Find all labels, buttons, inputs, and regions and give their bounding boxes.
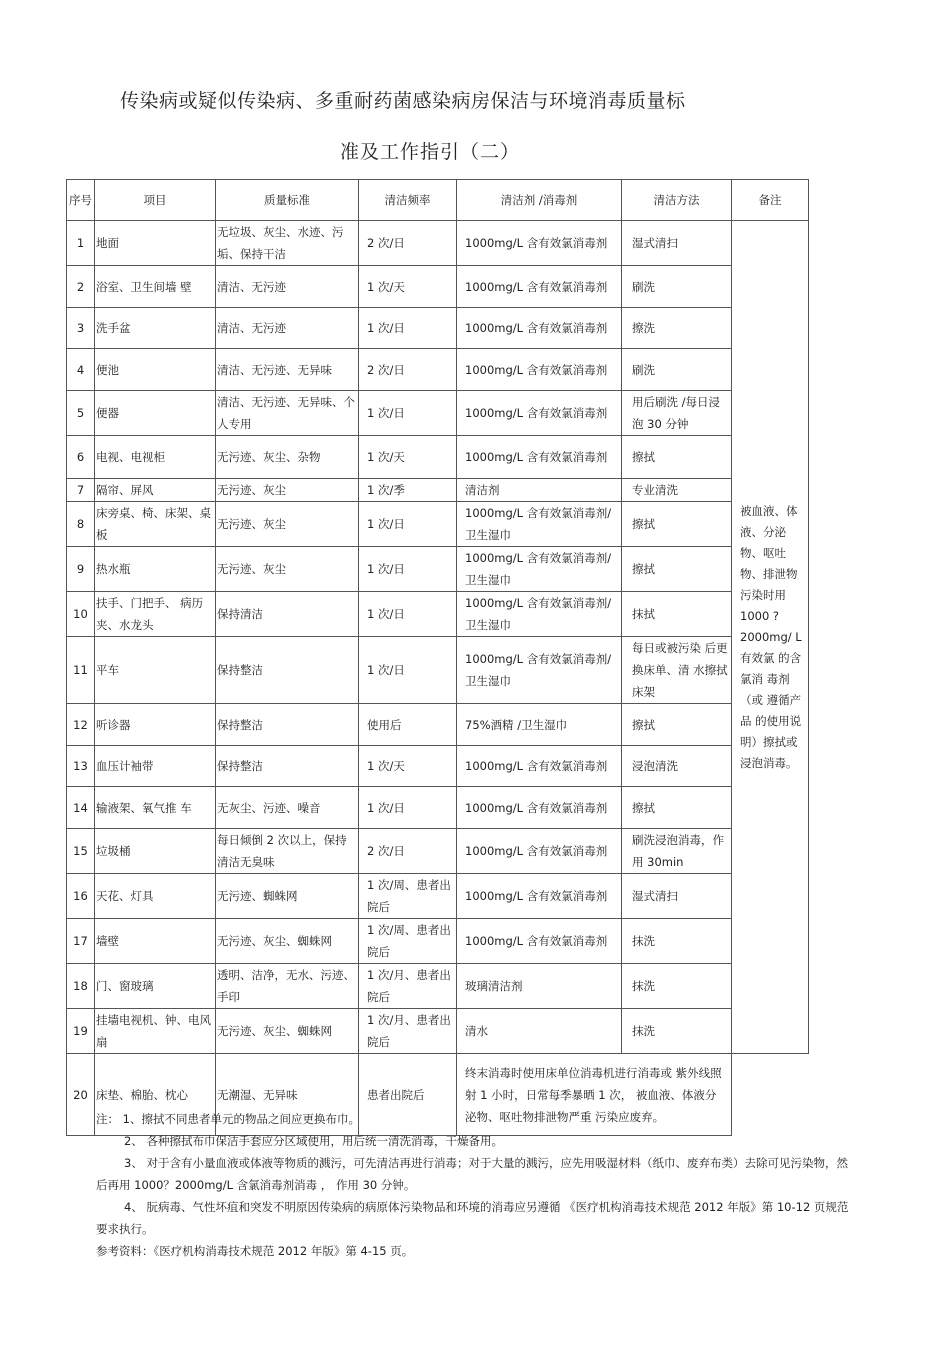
row-frequency: 2 次/日 xyxy=(359,829,457,874)
row-frequency: 1 次/周、患者出院后 xyxy=(359,919,457,964)
row-agent: 75%酒精 /卫生湿巾 xyxy=(457,704,622,746)
row-frequency: 1 次/天 xyxy=(359,746,457,787)
row-frequency: 1 次/日 xyxy=(359,637,457,704)
row-item: 电视、电视柜 xyxy=(95,436,216,479)
row-agent: 1000mg/L 含有效氯消毒剂 xyxy=(457,746,622,787)
row-agent: 1000mg/L 含有效氯消毒剂/卫生湿巾 xyxy=(457,592,622,637)
row-item: 洗手盆 xyxy=(95,308,216,349)
row-standard: 保持整洁 xyxy=(216,637,359,704)
row-number: 11 xyxy=(67,637,95,704)
header-agent: 清洁剂 /消毒剂 xyxy=(457,180,622,221)
row-number: 10 xyxy=(67,592,95,637)
row-standard: 保持整洁 xyxy=(216,746,359,787)
row-agent: 1000mg/L 含有效氯消毒剂 xyxy=(457,349,622,391)
row-standard: 清洁、无污迹、无异味 xyxy=(216,349,359,391)
table-row xyxy=(67,436,809,479)
row-standard: 保持整洁 xyxy=(216,704,359,746)
table-row xyxy=(67,502,809,547)
row-agent: 1000mg/L 含有效氯消毒剂 xyxy=(457,436,622,479)
row-standard: 无潮湿、无异味 xyxy=(216,1054,359,1136)
row-item: 血压计袖带 xyxy=(95,746,216,787)
row-agent: 1000mg/L 含有效氯消毒剂 xyxy=(457,874,622,919)
row-agent: 1000mg/L 含有效氯消毒剂 xyxy=(457,787,622,829)
row-number: 12 xyxy=(67,704,95,746)
page-title-line2: 准及工作指引（二） xyxy=(340,141,521,163)
row-item: 平车 xyxy=(95,637,216,704)
reference: 参考资料：《医疗机构消毒技术规范 2012 年版》第 4-15 页。 xyxy=(96,1244,414,1258)
table-row xyxy=(67,919,809,964)
table-row xyxy=(67,787,809,829)
row-number: 8 xyxy=(67,502,95,547)
row-frequency: 1 次/日 xyxy=(359,547,457,592)
note-3: 3、 对于含有小量血液或体液等物质的溅污，可先清洁再进行消毒；对于大量的溅污，应先用吸湿材料（纸巾、废弃布类）去除可见污染物，然后再用 1000？2000mg/L 含氯消毒剂消毒 ， 作用 30 分钟。 xyxy=(96,1156,848,1192)
row-standard: 清洁、无污迹、无异味、个人专用 xyxy=(216,391,359,436)
table-row xyxy=(67,746,809,787)
header-item: 项目 xyxy=(95,180,216,221)
table-row xyxy=(67,547,809,592)
row-frequency: 使用后 xyxy=(359,704,457,746)
header-frequency: 清洁频率 xyxy=(359,180,457,221)
row-frequency: 1 次/季 xyxy=(359,479,457,502)
row-frequency: 1 次/日 xyxy=(359,502,457,547)
row-frequency: 1 次/日 xyxy=(359,391,457,436)
row-agent: 1000mg/L 含有效氯消毒剂 xyxy=(457,308,622,349)
table-row xyxy=(67,592,809,637)
row-number: 9 xyxy=(67,547,95,592)
row-number: 6 xyxy=(67,436,95,479)
table-row xyxy=(67,874,809,919)
row-agent-merged: 终末消毒时使用床单位消毒机进行消毒或 紫外线照射 1 小时，日常每季暴晒 1 次， 被血液、体液分泌物、呕吐物排泄物严重 污染应废弃。 xyxy=(457,1054,732,1136)
row-standard: 无垃圾、灰尘、水迹、污垢、保持干洁 xyxy=(216,221,359,266)
row-number: 16 xyxy=(67,874,95,919)
row-method: 擦拭 xyxy=(622,547,732,592)
header-method: 清洁方法 xyxy=(622,180,732,221)
row-frequency: 2 次/日 xyxy=(359,221,457,266)
row-agent: 清水 xyxy=(457,1009,622,1054)
row-method: 擦拭 xyxy=(622,704,732,746)
row-frequency: 2 次/日 xyxy=(359,349,457,391)
row-method: 湿式清扫 xyxy=(622,221,732,266)
row-number: 14 xyxy=(67,787,95,829)
row-standard: 无污迹、蜘蛛网 xyxy=(216,874,359,919)
row-method: 擦拭 xyxy=(622,787,732,829)
header-no: 序号 xyxy=(67,180,95,221)
row-standard: 清洁、无污迹 xyxy=(216,266,359,308)
row-frequency: 1 次/月、患者出院后 xyxy=(359,1009,457,1054)
row-frequency: 1 次/日 xyxy=(359,592,457,637)
row-method: 抹洗 xyxy=(622,964,732,1009)
table-row xyxy=(67,704,809,746)
row-frequency: 患者出院后 xyxy=(359,1054,457,1136)
row-frequency: 1 次/周、患者出院后 xyxy=(359,874,457,919)
table-row xyxy=(67,479,809,502)
row-item: 隔帘、屏风 xyxy=(95,479,216,502)
row-item: 便池 xyxy=(95,349,216,391)
row-number: 18 xyxy=(67,964,95,1009)
row-standard: 透明、洁净，无水、污迹、手印 xyxy=(216,964,359,1009)
row-method: 擦洗 xyxy=(622,308,732,349)
row-method: 抹洗 xyxy=(622,919,732,964)
table-row xyxy=(67,349,809,391)
standards-table xyxy=(66,179,809,1136)
row-standard: 无污迹、灰尘 xyxy=(216,479,359,502)
row-number: 7 xyxy=(67,479,95,502)
row-method: 擦拭 xyxy=(622,502,732,547)
row-method: 刷洗 xyxy=(622,266,732,308)
row-agent: 1000mg/L 含有效氯消毒剂/卫生湿巾 xyxy=(457,547,622,592)
row-agent: 1000mg/L 含有效氯消毒剂 xyxy=(457,221,622,266)
row-standard: 保持清洁 xyxy=(216,592,359,637)
table-row xyxy=(67,964,809,1009)
row-agent: 清洁剂 xyxy=(457,479,622,502)
note-4: 4、 朊病毒、气性坏疽和突发不明原因传染病的病原体污染物品和环境的消毒应另遵循 《医疗机构消毒技术规范 2012 年版》第 10-12 页规范要求执行。 xyxy=(96,1200,849,1236)
row-standard: 无污迹、灰尘、蜘蛛网 xyxy=(216,919,359,964)
row-agent: 1000mg/L 含有效氯消毒剂/卫生湿巾 xyxy=(457,502,622,547)
header-standard: 质量标准 xyxy=(216,180,359,221)
row-agent: 1000mg/L 含有效氯消毒剂/卫生湿巾 xyxy=(457,637,622,704)
table-header-row xyxy=(67,180,809,221)
row-method: 抹洗 xyxy=(622,1009,732,1054)
row-method: 刷洗 xyxy=(622,349,732,391)
row-item: 墙壁 xyxy=(95,919,216,964)
row-agent: 1000mg/L 含有效氯消毒剂 xyxy=(457,266,622,308)
table-row xyxy=(67,829,809,874)
row-number: 15 xyxy=(67,829,95,874)
row-frequency: 1 次/日 xyxy=(359,308,457,349)
row-method: 刷洗浸泡消毒，作用 30min xyxy=(622,829,732,874)
row-method: 浸泡清洗 xyxy=(622,746,732,787)
row-method: 抹拭 xyxy=(622,592,732,637)
row-item: 床旁桌、椅、床架、桌板 xyxy=(95,502,216,547)
row-frequency: 1 次/月、患者出院后 xyxy=(359,964,457,1009)
row-method: 专业清洗 xyxy=(622,479,732,502)
row-item: 挂墙电视机、钟、电风扇 xyxy=(95,1009,216,1054)
row-standard: 无污迹、灰尘、杂物 xyxy=(216,436,359,479)
row-standard: 无灰尘、污迹、噪音 xyxy=(216,787,359,829)
row-number: 13 xyxy=(67,746,95,787)
row-item: 便器 xyxy=(95,391,216,436)
row-item: 扶手、门把手、 病历夹、水龙头 xyxy=(95,592,216,637)
row-item: 输液架、氧气推 车 xyxy=(95,787,216,829)
row-number: 5 xyxy=(67,391,95,436)
row-agent: 1000mg/L 含有效氯消毒剂 xyxy=(457,391,622,436)
row-standard: 无污迹、灰尘、蜘蛛网 xyxy=(216,1009,359,1054)
header-remark: 备注 xyxy=(732,180,809,221)
table-row xyxy=(67,1009,809,1054)
table-row xyxy=(67,308,809,349)
table-row xyxy=(67,637,809,704)
row-number: 19 xyxy=(67,1009,95,1054)
row-number: 20 xyxy=(67,1054,95,1136)
note-1: 注： 1、擦拭不同患者单元的物品之间应更换布巾。 xyxy=(96,1112,360,1126)
row-standard: 每日倾倒 2 次以上，保持清洁无臭味 xyxy=(216,829,359,874)
table-row xyxy=(67,266,809,308)
row-item: 地面 xyxy=(95,221,216,266)
row-method: 湿式清扫 xyxy=(622,874,732,919)
row-standard: 清洁、无污迹 xyxy=(216,308,359,349)
row-frequency: 1 次/天 xyxy=(359,436,457,479)
table-row xyxy=(67,391,809,436)
row-standard: 无污迹、灰尘 xyxy=(216,502,359,547)
row-number: 3 xyxy=(67,308,95,349)
row-item: 天花、灯具 xyxy=(95,874,216,919)
row-number: 1 xyxy=(67,221,95,266)
row-agent: 1000mg/L 含有效氯消毒剂 xyxy=(457,919,622,964)
row-number: 17 xyxy=(67,919,95,964)
row-item: 门、窗玻璃 xyxy=(95,964,216,1009)
table-row xyxy=(67,221,809,266)
remark-cell: 被血液、体液、分泌物、呕吐物、排泄物污染时用 1000 ? 2000mg/ L 有效氯 的含氯消 毒剂（或 遵循产品 的使用说明）擦拭或浸泡消毒。 xyxy=(732,221,809,1054)
row-item: 听诊器 xyxy=(95,704,216,746)
row-method: 擦拭 xyxy=(622,436,732,479)
row-item: 浴室、卫生间墙 壁 xyxy=(95,266,216,308)
row-agent: 玻璃清洁剂 xyxy=(457,964,622,1009)
row-method: 每日或被污染 后更换床单、清 水擦拭床架 xyxy=(622,637,732,704)
row-frequency: 1 次/天 xyxy=(359,266,457,308)
row-agent: 1000mg/L 含有效氯消毒剂 xyxy=(457,829,622,874)
row-number: 4 xyxy=(67,349,95,391)
row-method: 用后刷洗 /每日浸泡 30 分钟 xyxy=(622,391,732,436)
page-title: 传染病或疑似传染病、多重耐药菌感染病房保洁与环境消毒质量标 xyxy=(120,90,686,112)
note-2: 2、 各种擦拭布巾保洁手套应分区域使用，用后统一清洗消毒，干燥备用。 xyxy=(124,1134,503,1148)
row-standard: 无污迹、灰尘 xyxy=(216,547,359,592)
row-number: 2 xyxy=(67,266,95,308)
row-item: 床垫、棉胎、枕心 xyxy=(95,1054,216,1136)
row-item: 垃圾桶 xyxy=(95,829,216,874)
row-item: 热水瓶 xyxy=(95,547,216,592)
row-frequency: 1 次/日 xyxy=(359,787,457,829)
